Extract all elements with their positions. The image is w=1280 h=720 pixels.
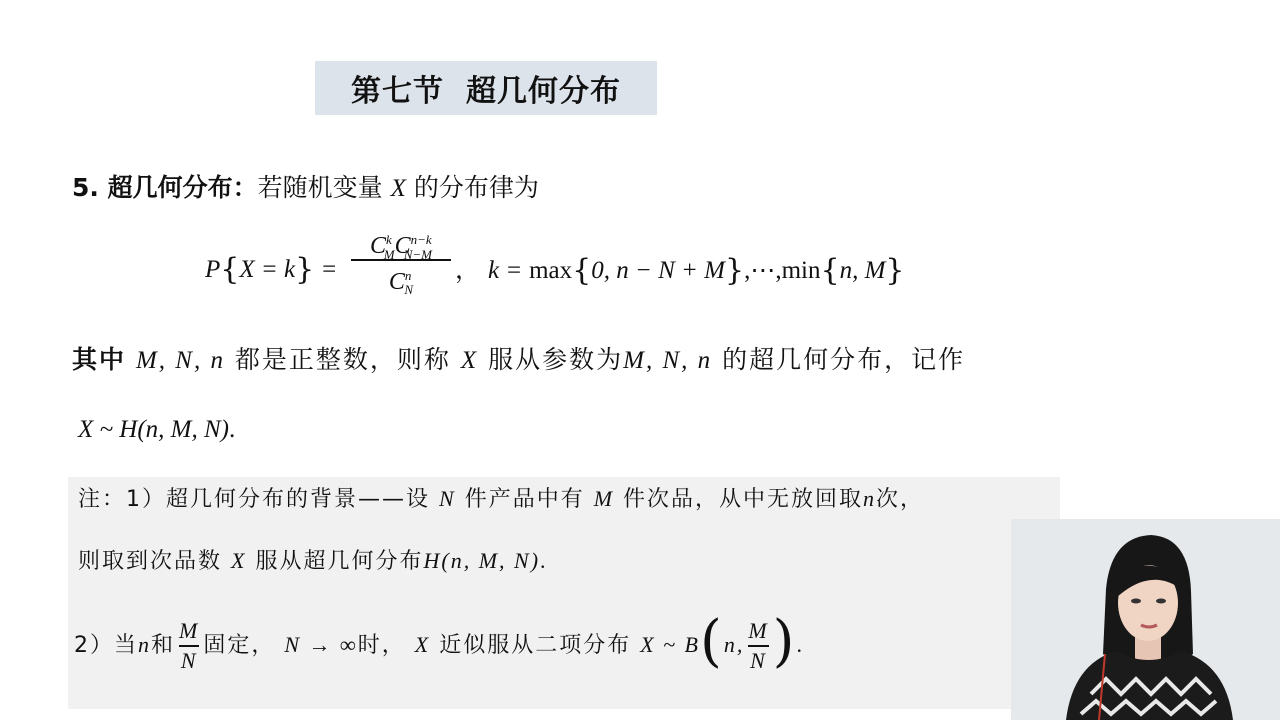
frac-den: N	[180, 647, 198, 673]
note3-dist: X ~ B	[640, 632, 700, 657]
definition-var: X	[390, 175, 406, 202]
presenter-image	[1011, 519, 1280, 720]
note3-when: 时，	[357, 633, 406, 658]
den-sub: N	[404, 282, 414, 298]
note2-mid: 服从超几何分布	[255, 549, 424, 574]
section-number: 第七节	[351, 74, 444, 109]
num-c2-sub: N−M	[403, 246, 432, 262]
notation-period: .	[229, 416, 236, 443]
note-line-3: 2）当n和 $\frac{M}{N}$ 固定， N → ∞时， X 近似服从二项分布 X ~ B(n, $\frac{M}{N}$ ).	[74, 609, 805, 674]
note3-fixed: 固定，	[203, 633, 276, 658]
paragraph-text2: 服从参数为	[488, 345, 624, 374]
frac-num: M	[179, 618, 200, 644]
section-name: 超几何分布	[466, 74, 621, 109]
note3-n2: n,	[723, 632, 745, 657]
formula-max: max	[529, 257, 573, 284]
note2-prefix: 则取到次品数	[78, 549, 223, 574]
formula-p: P	[205, 256, 221, 283]
paragraph-text1: 都是正整数，则称	[234, 345, 451, 374]
notation-line	[78, 414, 235, 444]
den-sup: n	[404, 267, 412, 283]
note-line-1	[78, 482, 924, 513]
note3-fraction-2	[748, 618, 768, 674]
paragraph-bold: 其中	[72, 345, 127, 374]
formula-eq2: =	[507, 257, 522, 284]
paragraph-params2: M, N, n	[623, 347, 713, 374]
note1-n: n	[863, 486, 877, 511]
num-c1-sup: k	[386, 232, 392, 247]
note1-mid: 件产品中有	[464, 487, 585, 512]
num-c2: C	[394, 233, 411, 259]
note-line-2	[78, 544, 548, 575]
formula-sep: ，	[455, 255, 481, 284]
definition-label: 5. 超几何分布：	[72, 173, 258, 202]
note3-limit: N → ∞	[284, 632, 358, 657]
num-c1: C	[370, 233, 387, 259]
formula-eq: =	[322, 256, 337, 283]
definition-text2: 的分布律为	[413, 173, 539, 202]
note3-prefix: 2）当	[74, 633, 138, 658]
formula-min-inner: n, M	[839, 257, 886, 284]
formula-max-inner: 0, n − N + M	[591, 257, 725, 284]
num-c2-sup: n−k	[410, 232, 432, 247]
note1-prefix: 注：1）超几何分布的背景——设	[78, 487, 430, 512]
frac2-den: N	[750, 647, 767, 673]
num-c1-sub: M	[383, 246, 395, 262]
note2-H: H(n, M, N)	[423, 548, 541, 573]
note2-X: X	[231, 548, 247, 573]
paragraph-params: M, N, n	[135, 347, 225, 374]
note1-end: 次，	[876, 487, 925, 512]
note1-mid2: 件次品，从中无放回取	[623, 487, 864, 512]
note1-M: M	[593, 486, 615, 511]
presenter-webcam	[1011, 519, 1280, 720]
formula-k: k	[487, 257, 500, 284]
note3-approx: 近似服从二项分布	[439, 633, 632, 658]
note3-end: .	[796, 632, 805, 657]
formula-lhs-inner: X = k	[239, 256, 296, 283]
note3-n: n	[138, 632, 151, 657]
frac2-num: M	[748, 618, 769, 644]
paragraph-var: X	[460, 347, 479, 374]
den-c: C	[388, 268, 405, 295]
parameter-paragraph	[72, 340, 965, 376]
note3-X: X	[414, 632, 431, 657]
definition-text: 若随机变量	[257, 173, 383, 202]
notation: X ~ H(n, M, N)	[78, 416, 230, 443]
note2-end: .	[540, 548, 548, 573]
note3-and: 和	[151, 633, 176, 658]
paragraph-text3: 的超几何分布，记作	[722, 345, 966, 374]
definition-line	[72, 168, 539, 204]
note1-N: N	[439, 486, 456, 511]
note3-fraction	[179, 618, 199, 674]
formula-min: min	[781, 257, 821, 284]
formula-dots: ,⋯,	[744, 257, 782, 284]
section-title	[315, 61, 657, 115]
formula-fraction	[347, 226, 455, 304]
